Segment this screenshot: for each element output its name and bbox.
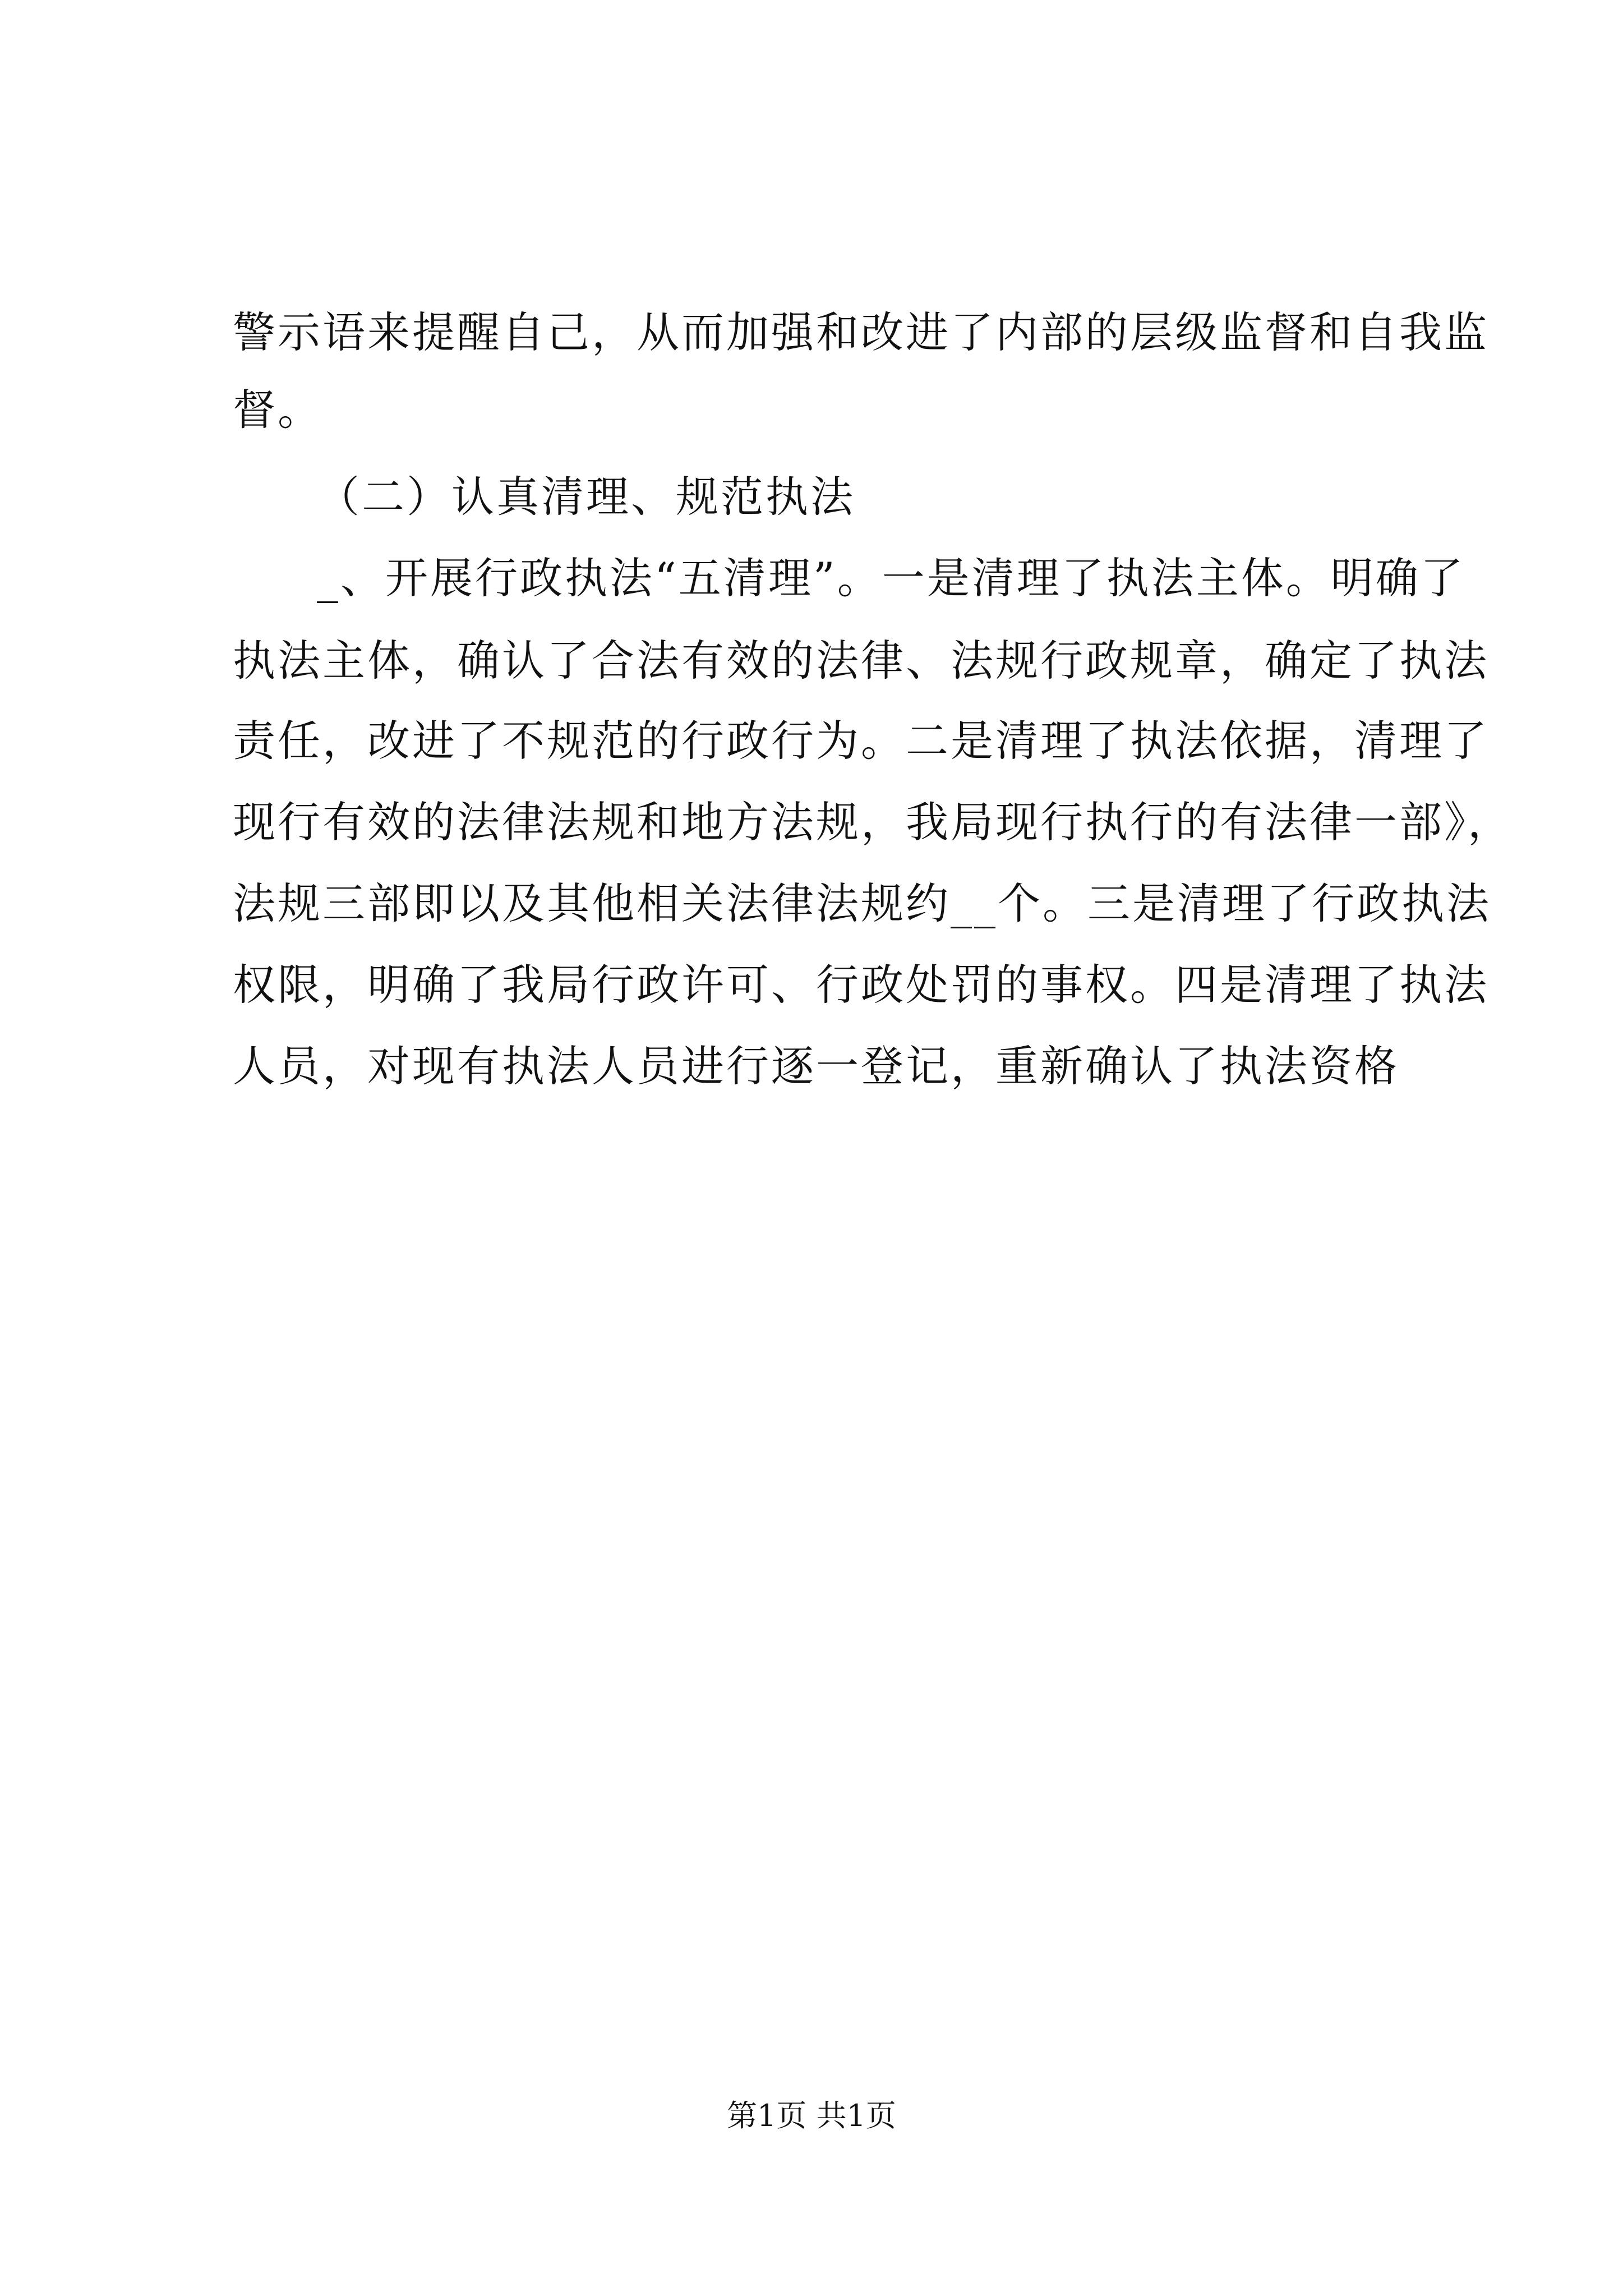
paragraph-line: 现行有效的法律法规和地方法规，我局现行执行的有法律一部》， [233,797,1513,847]
section-heading: （二）认真清理、规范执法 [317,472,855,522]
page-number-footer: 第1页 共1页 [727,2098,896,2133]
paragraph-line: 权限，明确了我局行政许可、行政处罚的事权。四是清理了执法 [233,960,1489,1010]
paragraph-line: 执法主体，确认了合法有效的法律、法规行政规章，确定了执法 [233,636,1489,685]
paragraph-line: 督。 [233,385,322,435]
paragraph-line: 警示语来提醒自己，从而加强和改进了内部的层级监督和自我监 [233,307,1489,357]
paragraph-line: _、开展行政执法“五清理”。一是清理了执法主体。明确了 [317,553,1465,603]
paragraph-line: 法规三部即以及其他相关法律法规约__个。三是清理了行政执法 [233,878,1491,928]
paragraph-line: 人员，对现有执法人员进行逐一登记，重新确认了执法资格 [233,1041,1399,1091]
paragraph-line: 责任，改进了不规范的行政行为。二是清理了执法依据，清理了 [233,716,1489,766]
